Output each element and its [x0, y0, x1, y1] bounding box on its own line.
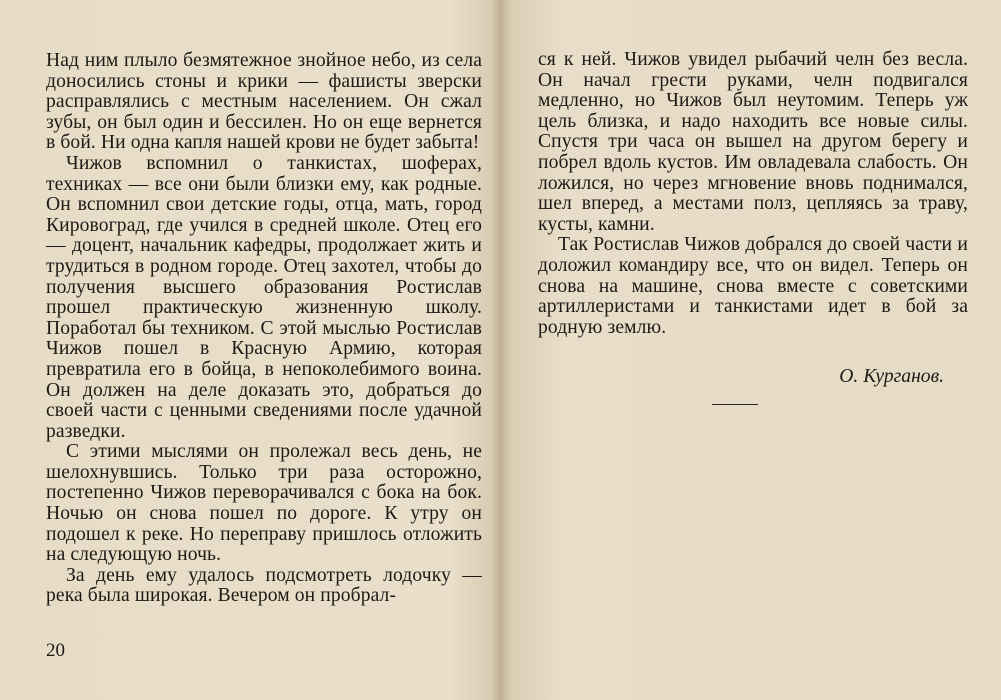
paragraph: ся к ней. Чижов увидел рыбачий челн без весла. Он начал грести руками, челн подвигался медленно, но Чижов был неутомим. Теперь уж цель близка, и надо находить все новые силы. Спустя три часа он вышел на другом берегу и побрел вдоль кустов. Им овладевала слабость. Он ложился, но через мгновение вновь поднимался, шел вперед, а местами полз, цепляясь за траву, кусты, камни. — [538, 49, 968, 235]
left-page-text — [46, 51, 482, 607]
right-page — [506, 0, 1001, 700]
paragraph: Над ним плыло безмятежное знойное небо, из села доносились стоны и крики — фашисты зверски расправлялись с местным населением. Он сжал зубы, он был один и бессилен. Но он еще вернется в бой. Ни одна капля нашей крови не будет забыта! — [46, 50, 482, 154]
paragraph: За день ему удалось подсмотреть лодочку — река была широкая. Вечером он пробрал- — [46, 564, 482, 607]
paragraph: Чижов вспомнил о танкистах, шоферах, техниках — все они были близки ему, как родные. Он вспомнил свои детские годы, отца, мать, город Кировоград, где учился в средней школе. Отец его — доцент, начальник кафедры, продолжает жить и трудиться в родном городе. Отец захотел, чтобы до получения высшего образования Ростислав прошел практическую жизненную школу. Поработал бы техником. С этой мыслью Ростислав Чижов пошел в Красную Армию, которая превратила его в бойца, в непоколебимого воина. Он должен на деле доказать это, добраться до своей части с ценными сведениями после удачной разведки. — [46, 152, 482, 442]
paragraph: С этими мыслями он пролежал весь день, не шелохнувшись. Только три раза осторожно, постепенно Чижов переворачивался с бока на бок. Ночью он снова пошел по дороге. К утру он подошел к реке. Но переправу пришлось отложить на следующую ночь. — [46, 441, 482, 566]
left-page — [0, 0, 496, 700]
page-number: 20 — [46, 640, 65, 661]
end-divider — [712, 404, 758, 405]
right-page-text — [538, 50, 968, 338]
paragraph: Так Ростислав Чижов добрался до своей части и доложил командиру все, что он видел. Теперь он снова на машине, снова вместе с советскими артиллеристами и танкистами идет в бой за родную землю. — [538, 234, 968, 338]
author-signature: О. Курганов. — [839, 366, 944, 387]
